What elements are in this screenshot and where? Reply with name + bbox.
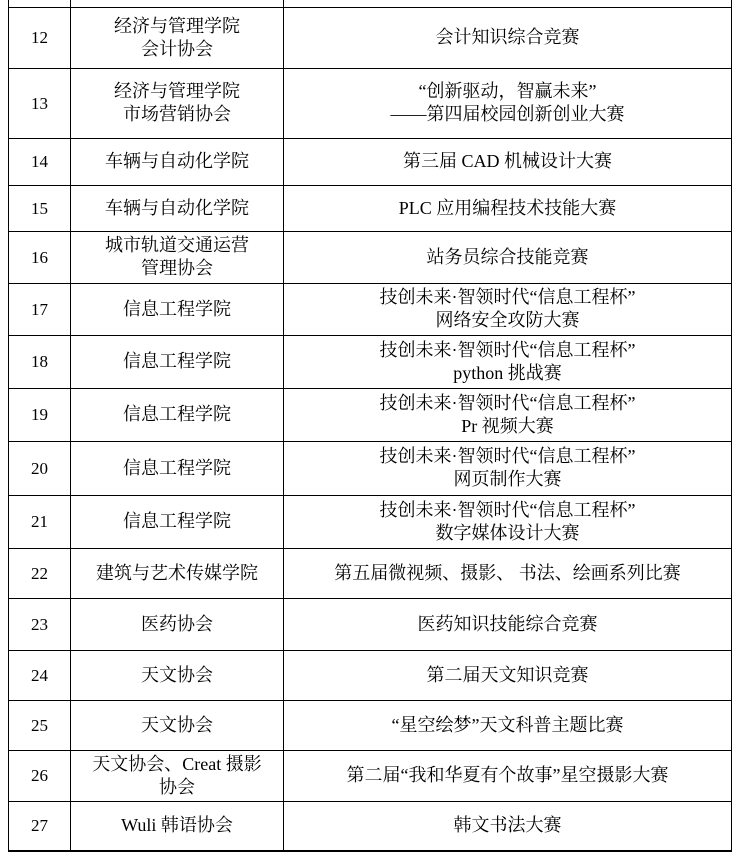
table-row [9, 7, 732, 68]
organization-line: 信息工程学院 [123, 511, 231, 531]
partial-row-top [9, 0, 732, 7]
organization-line: 天文协会、Creat 摄影 [92, 753, 262, 774]
competition-cell [284, 283, 732, 335]
organization-line: 管理协会 [141, 258, 213, 278]
partial-cell [71, 0, 284, 7]
competition-cell [284, 650, 732, 700]
competition-line: 韩文书法大赛 [453, 815, 562, 836]
competition-line: ——第四届校园创新创业大赛 [390, 104, 625, 124]
row-number-cell: 12 [9, 7, 71, 68]
competition-cell [284, 138, 732, 185]
competition-cell [284, 495, 732, 548]
competition-line: “星空绘梦”天文科普主题比赛 [391, 714, 624, 735]
organization-line: 信息工程学院 [123, 457, 231, 478]
competition-line: 站务员综合技能竞赛 [426, 246, 589, 267]
competition-line: 技创未来·智领时代“信息工程杯” [379, 446, 636, 466]
competition-cell [284, 548, 732, 598]
organization-line: 信息工程学院 [123, 298, 231, 319]
row-number-cell: 16 [9, 231, 71, 283]
table-row [9, 283, 732, 335]
competition-line: 技创未来·智领时代“信息工程杯” [379, 392, 636, 413]
organization-cell [71, 335, 284, 388]
row-number-cell: 26 [9, 750, 71, 801]
row-number-cell: 18 [9, 335, 71, 388]
organization-line: 车辆与自动化学院 [105, 197, 249, 218]
table-row [9, 650, 732, 700]
table-row [9, 68, 732, 138]
table-row [9, 441, 732, 495]
organization-cell [71, 700, 284, 750]
competition-cell [284, 185, 732, 231]
row-number-cell: 14 [9, 138, 71, 185]
table-row [9, 335, 732, 388]
organization-line: 经济与管理学院 [114, 15, 240, 36]
competition-line: 网络安全攻防大赛 [435, 310, 580, 330]
organization-cell [71, 495, 284, 548]
competition-line: PLC 应用编程技术技能大赛 [398, 197, 617, 218]
partial-cell [9, 0, 71, 7]
competition-cell [284, 801, 732, 851]
organization-line: 医药协会 [141, 613, 213, 634]
table-row [9, 231, 732, 283]
table-row [9, 750, 732, 801]
row-number-cell: 25 [9, 700, 71, 750]
organization-cell [71, 138, 284, 185]
organization-cell [71, 750, 284, 801]
organization-line: 信息工程学院 [123, 351, 231, 371]
organization-cell [71, 801, 284, 851]
row-number-cell: 19 [9, 388, 71, 441]
organization-line: 建筑与艺术传媒学院 [96, 562, 258, 583]
competition-cell [284, 388, 732, 441]
partial-cell [284, 0, 732, 7]
organization-line: 车辆与自动化学院 [105, 151, 249, 171]
organization-line: 协会 [159, 776, 195, 797]
competition-line: python 挑战赛 [453, 362, 562, 383]
competition-line: 技创未来·智领时代“信息工程杯” [379, 499, 636, 520]
row-number-cell: 13 [9, 68, 71, 138]
competition-cell [284, 700, 732, 750]
organization-cell [71, 7, 284, 68]
competition-cell [284, 231, 732, 283]
competition-line: 网页制作大赛 [453, 469, 562, 489]
organization-line: 天文协会 [141, 714, 213, 735]
organization-line: 信息工程学院 [123, 404, 231, 424]
table-row [9, 495, 732, 548]
table-row [9, 138, 732, 185]
competition-cell [284, 441, 732, 495]
table-row [9, 598, 732, 650]
competition-line: 医药知识技能综合竞赛 [417, 613, 598, 634]
organization-line: 天文协会 [141, 664, 213, 685]
organization-line: 城市轨道交通运营 [105, 235, 249, 255]
row-number-cell: 20 [9, 441, 71, 495]
row-number-cell: 15 [9, 185, 71, 231]
table-body [9, 0, 732, 851]
competition-line: 第二届“我和华夏有个故事”星空摄影大赛 [346, 765, 669, 785]
competition-line: 第五届微视频、摄影、 书法、绘画系列比赛 [334, 562, 681, 583]
table-row [9, 700, 732, 750]
competition-line: 技创未来·智领时代“信息工程杯” [379, 287, 636, 307]
organization-cell [71, 231, 284, 283]
competition-cell [284, 7, 732, 68]
organization-cell [71, 548, 284, 598]
competition-line: 第三届 CAD 机械设计大赛 [402, 151, 612, 171]
organization-cell [71, 441, 284, 495]
competition-line: 第二届天文知识竞赛 [426, 664, 589, 685]
organization-line: 会计协会 [141, 38, 213, 59]
competition-line: 会计知识综合竞赛 [435, 27, 580, 47]
row-number-cell: 24 [9, 650, 71, 700]
table-row [9, 548, 732, 598]
table-row [9, 388, 732, 441]
competition-line: “创新驱动，智赢未来” [418, 81, 597, 101]
table-row [9, 185, 732, 231]
organization-line: 市场营销协会 [123, 104, 231, 124]
row-number-cell: 23 [9, 598, 71, 650]
organization-cell [71, 388, 284, 441]
competition-table [8, 0, 732, 852]
row-number-cell: 27 [9, 801, 71, 851]
organization-cell [71, 650, 284, 700]
competition-line: 数字媒体设计大赛 [435, 522, 580, 543]
organization-cell [71, 598, 284, 650]
competition-cell [284, 598, 732, 650]
organization-cell [71, 283, 284, 335]
organization-line: 经济与管理学院 [114, 81, 240, 101]
organization-line: Wuli 韩语协会 [121, 815, 233, 836]
row-number-cell: 21 [9, 495, 71, 548]
competition-line: Pr 视频大赛 [461, 415, 554, 436]
competition-line: 技创未来·智领时代“信息工程杯” [379, 339, 636, 360]
competition-cell [284, 750, 732, 801]
competition-cell [284, 68, 732, 138]
organization-cell [71, 68, 284, 138]
row-number-cell: 17 [9, 283, 71, 335]
competition-cell [284, 335, 732, 388]
organization-cell [71, 185, 284, 231]
row-number-cell: 22 [9, 548, 71, 598]
table-row [9, 801, 732, 851]
